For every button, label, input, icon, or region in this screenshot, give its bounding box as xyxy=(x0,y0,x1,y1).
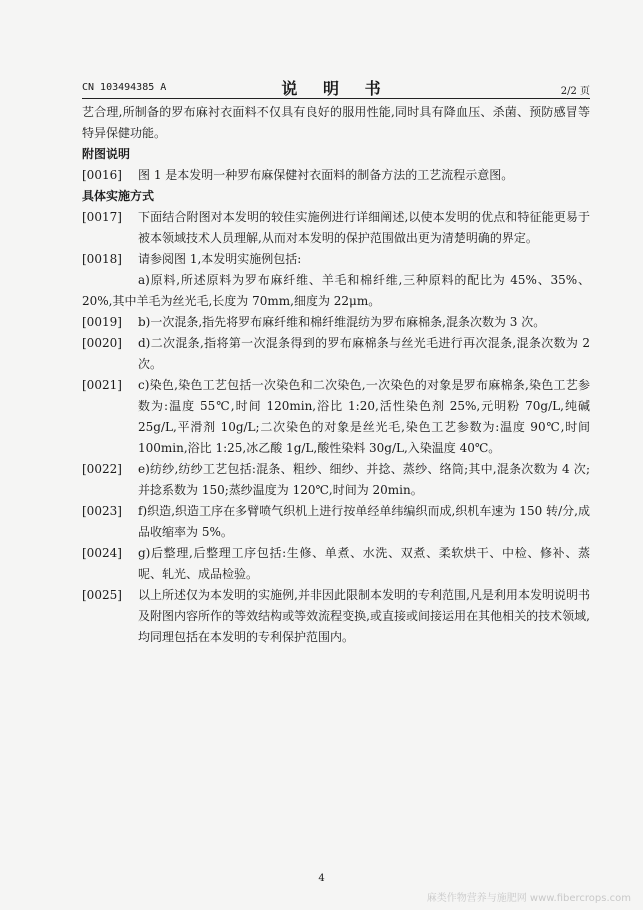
paragraph-number: [0023] xyxy=(82,504,122,518)
paragraph xyxy=(82,312,590,333)
paragraph-number: [0025] xyxy=(82,588,122,602)
publication-number: CN 103494385 A xyxy=(82,82,167,93)
paragraph-text: 图 1 是本发明一种罗布麻保健衬衣面料的制备方法的工艺流程示意图。 xyxy=(138,168,514,182)
paragraph-text: 以上所述仅为本发明的实施例,并非因此限制本发明的专利范围,凡是利用本发明说明书及附图内容所作的等效结构或等效流程变换,或直接或间接运用在其他相关的技术领域,均同理包括在本发明的专利保护范围内。 xyxy=(138,588,590,644)
paragraph xyxy=(82,165,590,186)
paragraph xyxy=(82,249,590,270)
paragraph-number: [0019] xyxy=(82,315,122,329)
paragraph-number: [0024] xyxy=(82,546,122,560)
page-header xyxy=(82,78,590,98)
paragraph-text: e)纺纱,纺纱工艺包括:混条、粗纱、细纱、并捻、蒸纱、络筒;其中,混条次数为 4 次;并捻系数为 150;蒸纱温度为 120℃,时间为 20min。 xyxy=(138,462,590,497)
paragraph xyxy=(82,375,590,459)
paragraph-text: f)织造,织造工序在多臂喷气织机上进行按单经单纬编织而成,织机车速为 150 转/分,成品收缩率为 5%。 xyxy=(138,504,590,539)
paragraph-number: [0021] xyxy=(82,378,122,392)
paragraph xyxy=(82,585,590,648)
paragraph-text: g)后整理,后整理工序包括:生修、单煮、水洗、双煮、柔软烘干、中检、修补、蒸呢、轧光、成品检验。 xyxy=(138,546,590,581)
paragraph-number: [0016] xyxy=(82,168,122,182)
page-number: 4 xyxy=(318,873,325,884)
section-title-drawings: 附图说明 xyxy=(82,147,131,161)
paragraph xyxy=(82,459,590,501)
paragraph-text: d)二次混条,指将第一次混条得到的罗布麻棉条与丝光毛进行再次混条,混条次数为 2 次。 xyxy=(138,336,590,371)
paragraph xyxy=(82,501,590,543)
paragraph xyxy=(82,207,590,249)
paragraph-text: a)原料,所述原料为罗布麻纤维、羊毛和棉纤维,三种原料的配比为 45%、35%、20%,其中羊毛为丝光毛,长度为 70mm,细度为 22μm。 xyxy=(82,273,590,308)
paragraph xyxy=(82,543,590,585)
paragraph-text: 请参阅图 1,本发明实施例包括: xyxy=(138,252,302,266)
header-rule xyxy=(82,98,590,99)
section-title-embodiments: 具体实施方式 xyxy=(82,189,155,203)
document-title: 说 明 书 xyxy=(281,79,391,98)
paragraph-number: [0017] xyxy=(82,210,122,224)
intro-continuation: 艺合理,所制备的罗布麻衬衣面料不仅具有良好的服用性能,同时具有降血压、杀菌、预防感冒等特异保健功能。 xyxy=(82,105,590,140)
document-body xyxy=(82,102,590,648)
page-info: 2/2 页 xyxy=(560,86,590,97)
paragraph-number: [0018] xyxy=(82,252,122,266)
watermark: 麻类作物营养与施肥网 www.fibercrops.com xyxy=(426,893,631,904)
paragraph-text: 下面结合附图对本发明的较佳实施例进行详细阐述,以使本发明的优点和特征能更易于被本领域技术人员理解,从而对本发明的保护范围做出更为清楚明确的界定。 xyxy=(138,210,590,245)
paragraph-number: [0020] xyxy=(82,336,122,350)
paragraph-number: [0022] xyxy=(82,462,122,476)
paragraph-text: c)染色,染色工艺包括一次染色和二次染色,一次染色的对象是罗布麻棉条,染色工艺参数为:温度 55℃,时间 120min,浴比 1:20,活性染色剂 25%,元明粉 70g/L,纯碱 25g/L,平滑剂 10g/L;二次染色的对象是丝光毛,染色工艺参数为:温度 90℃,时间 100min,浴比 1:25,冰乙酸 1g/L,酸性染料 30g/L,入染温度 40℃。 xyxy=(138,378,590,455)
paragraph-text: b)一次混条,指先将罗布麻纤维和棉纤维混纺为罗布麻棉条,混条次数为 3 次。 xyxy=(138,315,546,329)
paragraph xyxy=(82,333,590,375)
